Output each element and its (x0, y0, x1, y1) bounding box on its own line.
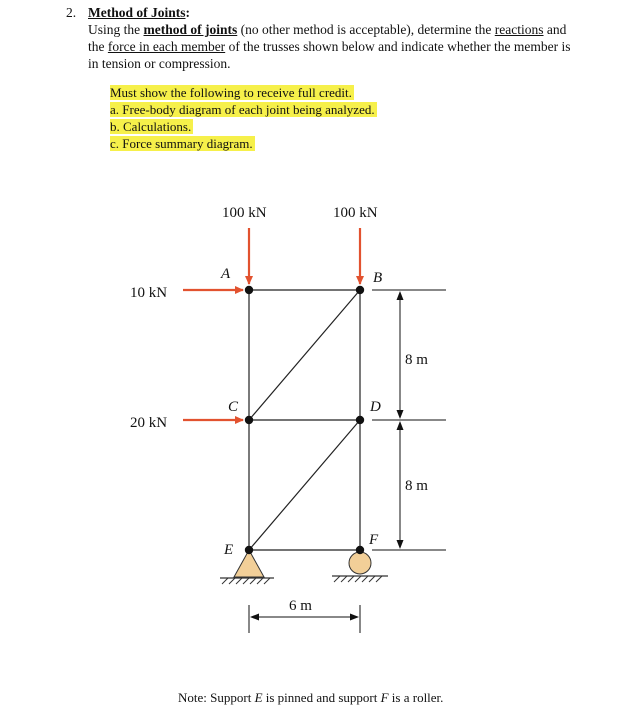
member-ed (249, 420, 360, 550)
question-title: Method of Joints: (88, 5, 190, 20)
joint-d (356, 416, 364, 424)
requirement-item: c. Force summary diagram. (110, 136, 253, 151)
member-cb (249, 290, 360, 420)
requirement-item: a. Free-body diagram of each joint being analyzed. (110, 102, 375, 117)
dim-width-label: 6 m (289, 598, 312, 614)
requirement-item: b. Calculations. (110, 119, 192, 134)
joint-f (356, 546, 364, 554)
dim-lower-label: 8 m (405, 478, 428, 494)
joint-label-d: D (370, 399, 381, 415)
support-note: Note: Support E is pinned and support F is a roller. (178, 690, 444, 705)
requirements-header: Must show the following to receive full credit. (110, 85, 352, 100)
method-emphasis: method of joints (143, 22, 238, 37)
joint-e (245, 546, 253, 554)
roller-support-f (332, 552, 388, 582)
joint-label-e: E (224, 542, 234, 558)
question-number: 2. (66, 5, 77, 20)
dim-upper-label: 8 m (405, 352, 428, 368)
question-body: Using the method of joints (no other method is acceptable), determine the reactions and the force in each member of the trusses shown below and indicate whether the member is in tension or compression. (88, 22, 571, 71)
force-emphasis: force in each member (107, 39, 226, 54)
joint-label-b: B (373, 270, 383, 286)
reactions-emphasis: reactions (494, 22, 544, 37)
load-label-side-top: 10 kN (130, 285, 168, 301)
load-label-side-mid: 20 kN (130, 415, 168, 431)
joint-b (356, 286, 364, 294)
load-label-top-left: 100 kN (222, 205, 267, 221)
question-title-text: Method of Joints (88, 5, 186, 20)
joint-label-f: F (369, 532, 379, 548)
joint-c (245, 416, 253, 424)
joint-label-a: A (221, 266, 231, 282)
joint-a (245, 286, 253, 294)
load-label-top-right: 100 kN (333, 205, 378, 221)
joint-label-c: C (228, 399, 239, 415)
